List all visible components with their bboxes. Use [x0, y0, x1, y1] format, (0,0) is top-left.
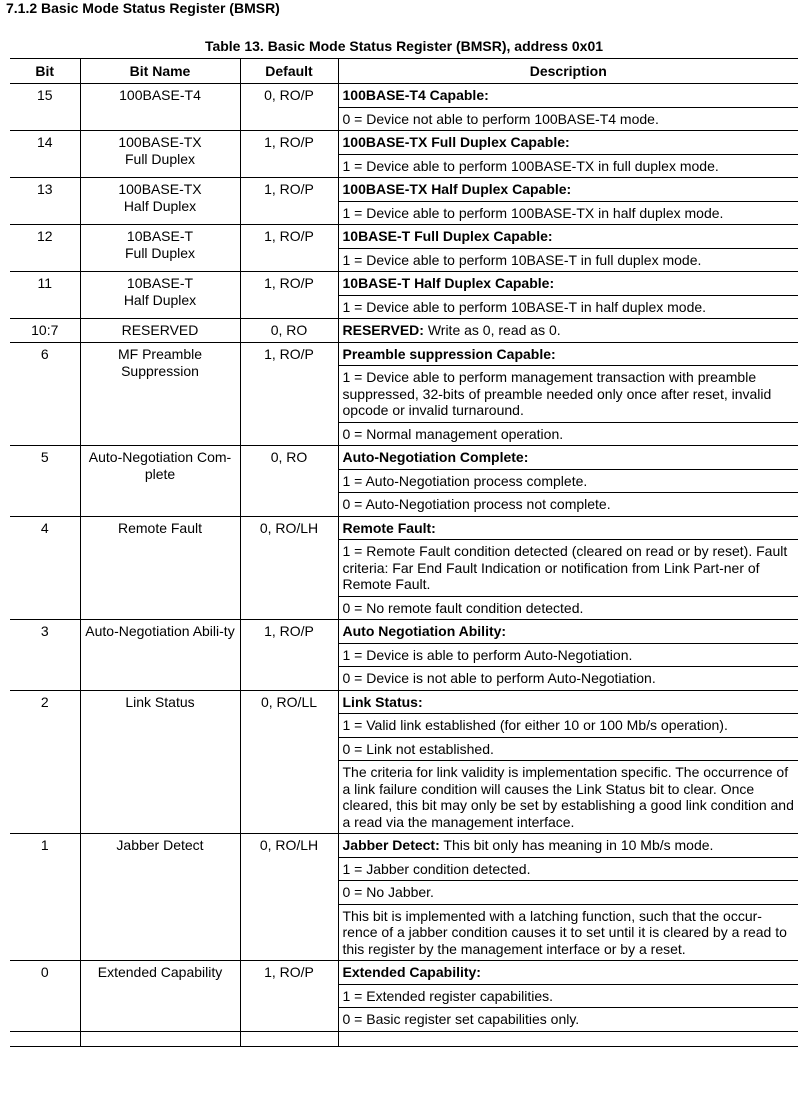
- description-heading: 100BASE-TX Half Duplex Capable:: [342, 181, 572, 197]
- description-line: [339, 691, 799, 715]
- description-line: [339, 470, 799, 494]
- bit-cell: 0: [10, 961, 80, 1032]
- description-text: 1 = Extended register capabilities.: [342, 987, 554, 1004]
- description-heading: Link Status:: [342, 693, 423, 710]
- table-header-row: [10, 59, 798, 84]
- table-row: [10, 319, 798, 343]
- description-heading: 10BASE-T Half Duplex Capable:: [342, 275, 555, 291]
- description-heading: Jabber Detect:: [342, 837, 440, 853]
- default-cell: 0, RO: [240, 319, 338, 343]
- description-line: [339, 446, 799, 470]
- description-text: 0 = Link not established.: [342, 740, 494, 757]
- bit-name-line: 100BASE-TX: [118, 181, 202, 197]
- default-cell: 0, RO: [240, 446, 338, 517]
- table-end-rule: [10, 1031, 798, 1046]
- bit-name-cell: [80, 620, 240, 691]
- description-line: [339, 620, 799, 644]
- table-row: [10, 131, 798, 178]
- description-heading: Preamble suppression Capable:: [342, 345, 556, 362]
- default-cell: 1, RO/P: [240, 620, 338, 691]
- table-row: [10, 620, 798, 691]
- table-row: [10, 446, 798, 517]
- bit-name-line: 100BASE-TX: [118, 134, 202, 150]
- bit-cell: 10:7: [10, 319, 80, 343]
- description-line: [339, 540, 799, 597]
- description-text: 1 = Jabber condition detected.: [342, 860, 531, 877]
- table-row: [10, 834, 798, 961]
- default-cell: 0, RO/P: [240, 84, 338, 131]
- description-line: [339, 1008, 799, 1031]
- description-line: [339, 738, 799, 762]
- bit-name-line: Remote Fault: [117, 519, 203, 536]
- description-line: [339, 667, 799, 690]
- description-text: Write as 0, read as 0.: [423, 322, 561, 338]
- description-text: The criteria for link validity is implementation specific. The occurrence of a link failure condition will causes the Link Status bit to clear. Once cleared, this bit may only be set by establishing a good link condition and a read via the management interface.: [342, 764, 794, 830]
- description-heading: Auto-Negotiation Complete:: [342, 449, 529, 465]
- default-cell: 1, RO/P: [240, 225, 338, 272]
- bit-name-cell: [80, 342, 240, 446]
- description-cell: [338, 961, 798, 1032]
- table-row: [10, 225, 798, 272]
- description-line: [339, 296, 799, 319]
- description-cell: [338, 225, 798, 272]
- default-cell: 1, RO/P: [240, 131, 338, 178]
- bit-name-line: Full Duplex: [124, 245, 196, 261]
- table-caption: Table 13. Basic Mode Status Register (BMSR), address 0x01: [204, 38, 604, 54]
- bit-name-cell: [80, 516, 240, 620]
- bit-cell: 5: [10, 446, 80, 517]
- bit-name-line: Suppression: [121, 362, 199, 379]
- description-text: 1 = Device is able to perform Auto-Negotiation.: [342, 646, 633, 663]
- table-row: [10, 178, 798, 225]
- bit-name-cell: [80, 225, 240, 272]
- header-bit-name: Bit Name: [80, 59, 240, 84]
- default-cell: 0, RO/LH: [240, 834, 338, 961]
- bit-cell: 13: [10, 178, 80, 225]
- section-title: 7.1.2 Basic Mode Status Register (BMSR): [6, 0, 280, 16]
- bit-name-cell: [80, 690, 240, 834]
- description-cell: [338, 834, 798, 961]
- description-text: 1 = Auto-Negotiation process complete.: [342, 472, 588, 489]
- description-line: [339, 881, 799, 905]
- description-line: [339, 319, 799, 342]
- description-text: 0 = Device not able to perform 100BASE-T4 mode.: [342, 110, 659, 127]
- description-text: 1 = Remote Fault condition detected (cleared on read or by reset). Fault criteria: Far End Fault Indication or notification from Link Part-ner of Remote Fault.: [342, 543, 788, 592]
- bit-cell: 3: [10, 620, 80, 691]
- description-line: [339, 131, 799, 155]
- description-text: 1 = Device able to perform 100BASE-TX in full duplex mode.: [342, 157, 719, 174]
- description-line: [339, 905, 799, 961]
- description-line: [339, 343, 799, 367]
- bit-cell: 11: [10, 272, 80, 319]
- description-cell: [338, 319, 798, 343]
- description-heading: Remote Fault:: [342, 519, 436, 536]
- bit-name-cell: [80, 961, 240, 1032]
- description-line: [339, 155, 799, 178]
- description-cell: [338, 446, 798, 517]
- description-text: 0 = Auto-Negotiation process not complete.: [342, 496, 611, 512]
- description-line: [339, 761, 799, 833]
- end-rule-cell: [80, 1031, 240, 1046]
- description-text: 1 = Device able to perform 100BASE-TX in half duplex mode.: [342, 204, 724, 221]
- default-cell: 1, RO/P: [240, 342, 338, 446]
- bit-name-line: MF Preamble: [117, 345, 203, 362]
- description-cell: [338, 178, 798, 225]
- bit-cell: 2: [10, 690, 80, 834]
- description-line: [339, 225, 799, 249]
- bit-cell: 12: [10, 225, 80, 272]
- description-heading: 100BASE-TX Full Duplex Capable:: [342, 134, 570, 150]
- bmsr-register-table: [10, 58, 798, 1047]
- description-line: [339, 493, 799, 516]
- table-row: [10, 961, 798, 1032]
- description-cell: [338, 690, 798, 834]
- description-heading: 10BASE-T Full Duplex Capable:: [342, 228, 553, 244]
- bit-name-cell: [80, 319, 240, 343]
- description-heading: 100BASE-T4 Capable:: [342, 87, 489, 103]
- default-cell: 1, RO/P: [240, 961, 338, 1032]
- bit-name-cell: [80, 272, 240, 319]
- table-row: [10, 272, 798, 319]
- description-line: [339, 597, 799, 620]
- bit-name-line: 100BASE-T4: [119, 87, 201, 103]
- description-text: 0 = No remote fault condition detected.: [342, 599, 584, 616]
- description-line: [339, 961, 799, 985]
- bit-name-line: RESERVED: [121, 322, 199, 338]
- bit-name-line: Jabber Detect: [116, 837, 204, 853]
- description-line: [339, 834, 799, 858]
- bit-cell: 15: [10, 84, 80, 131]
- description-line: [339, 985, 799, 1009]
- description-text: 1 = Device able to perform 10BASE-T in full duplex mode.: [342, 251, 702, 268]
- description-text: 0 = Normal management operation.: [342, 425, 564, 442]
- table-row: [10, 84, 798, 131]
- bit-name-line: Auto-Negotiation Com-plete: [88, 449, 232, 482]
- description-line: [339, 249, 799, 272]
- description-line: [339, 366, 799, 423]
- bit-name-cell: [80, 834, 240, 961]
- bit-name-line: 10BASE-T: [126, 228, 194, 244]
- bit-cell: 14: [10, 131, 80, 178]
- description-text: This bit is implemented with a latching function, such that the occur-rence of a jabber condition causes it to set until it is cleared by a read to this register by the management interface or by a reset.: [342, 907, 787, 957]
- description-cell: [338, 272, 798, 319]
- description-text: 0 = No Jabber.: [342, 884, 434, 900]
- end-rule-cell: [338, 1031, 798, 1046]
- default-cell: 0, RO/LH: [240, 516, 338, 620]
- description-heading: Auto Negotiation Ability:: [342, 623, 507, 639]
- header-description: Description: [338, 59, 798, 84]
- bit-name-cell: [80, 131, 240, 178]
- default-cell: 0, RO/LL: [240, 690, 338, 834]
- bit-name-line: 10BASE-T: [126, 275, 194, 291]
- description-heading: Extended Capability:: [342, 964, 481, 980]
- default-cell: 1, RO/P: [240, 272, 338, 319]
- description-cell: [338, 84, 798, 131]
- description-cell: [338, 342, 798, 446]
- description-cell: [338, 131, 798, 178]
- table-row: [10, 516, 798, 620]
- bit-name-cell: [80, 84, 240, 131]
- end-rule-cell: [240, 1031, 338, 1046]
- description-line: [339, 84, 799, 108]
- description-line: [339, 108, 799, 131]
- description-line: [339, 517, 799, 541]
- bit-name-line: Half Duplex: [123, 198, 197, 214]
- bit-name-cell: [80, 178, 240, 225]
- bit-name-line: Full Duplex: [124, 151, 196, 167]
- description-line: [339, 423, 799, 446]
- table-row: [10, 690, 798, 834]
- description-text: This bit only has meaning in 10 Mb/s mode.: [439, 837, 714, 853]
- bit-cell: 4: [10, 516, 80, 620]
- bit-cell: 6: [10, 342, 80, 446]
- bit-name-line: Auto-Negotiation Abili-ty: [85, 623, 235, 639]
- description-cell: [338, 620, 798, 691]
- description-text: 0 = Basic register set capabilities only.: [342, 1011, 580, 1027]
- bit-cell: 1: [10, 834, 80, 961]
- description-line: [339, 714, 799, 738]
- description-line: [339, 272, 799, 296]
- description-cell: [338, 516, 798, 620]
- table-row: [10, 342, 798, 446]
- description-text: 1 = Device able to perform management transaction with preamble suppressed, 32-bits of preamble needed only once after reset, invalid opcode or invalid turnaround.: [342, 369, 772, 418]
- header-bit: Bit: [10, 59, 80, 84]
- description-heading: RESERVED:: [342, 322, 424, 338]
- description-line: [339, 202, 799, 225]
- bit-name-line: Half Duplex: [123, 292, 197, 308]
- bit-name-line: Link Status: [125, 693, 195, 710]
- end-rule-cell: [10, 1031, 80, 1046]
- bit-name-line: Extended Capability: [97, 964, 223, 980]
- description-line: [339, 858, 799, 882]
- default-cell: 1, RO/P: [240, 178, 338, 225]
- description-text: 1 = Valid link established (for either 10 or 100 Mb/s operation).: [342, 717, 728, 733]
- description-text: 0 = Device is not able to perform Auto-Negotiation.: [342, 670, 656, 686]
- description-line: [339, 178, 799, 202]
- description-line: [339, 644, 799, 668]
- bit-name-cell: [80, 446, 240, 517]
- header-default: Default: [240, 59, 338, 84]
- description-text: 1 = Device able to perform 10BASE-T in half duplex mode.: [342, 298, 707, 315]
